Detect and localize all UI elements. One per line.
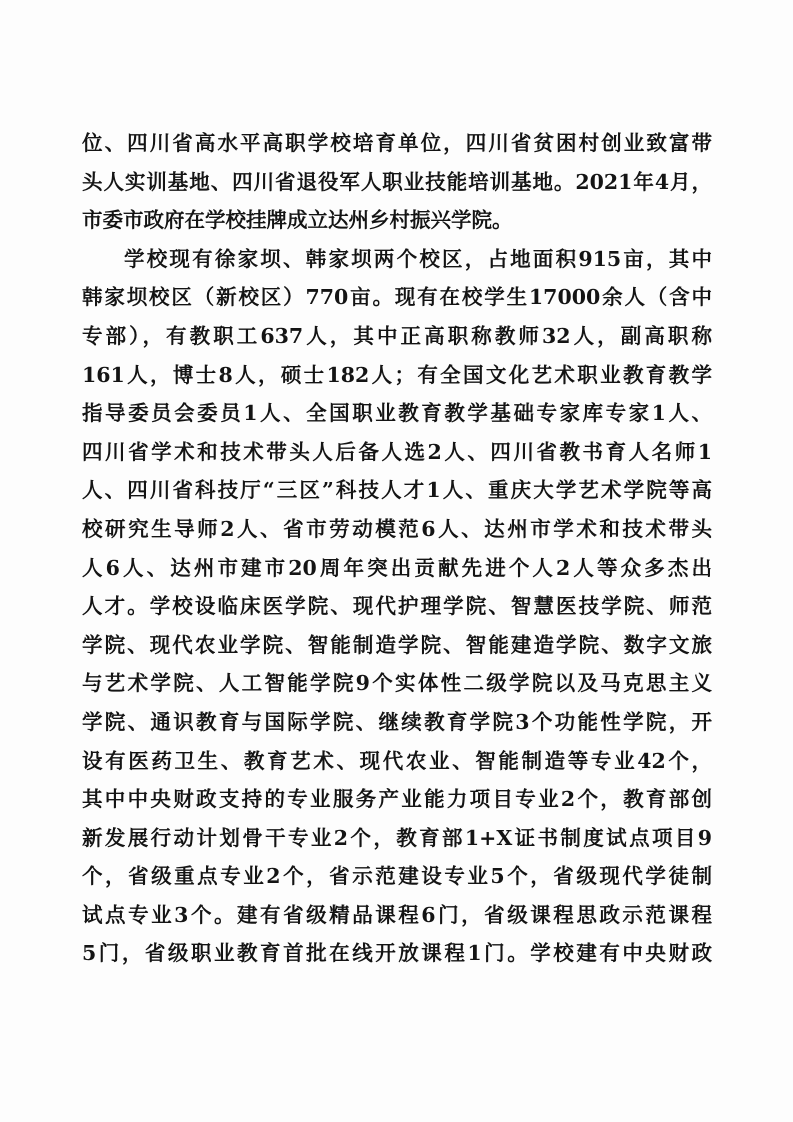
text-line: 新发展行动计划骨干专业2个，教育部1+X证书制度试点项目9 [82,825,712,850]
text-line: 学院、通识教育与国际学院、继续教育学院3个功能性学院，开 [82,709,712,734]
text-line: 人6人、达州市建市20周年突出贡献先进个人2人等众多杰出 [82,555,712,580]
text-line: 韩家坝校区（新校区）770亩。现有在校学生17000余人（含中 [82,285,712,310]
text-line: 个，省级重点专业2个，省示范建设专业5个，省级现代学徒制 [82,864,712,889]
text-line: 校研究生导师2人、省市劳动模范6人、达州市学术和技术带头 [82,516,712,541]
text-line: 市委市政府在学校挂牌成立达州乡村振兴学院。 [82,208,513,233]
text-line: 指导委员会委员1人、全国职业教育教学基础专家库专家1人、 [82,401,712,426]
text-line: 头人实训基地、四川省退役军人职业技能培训基地。2021年4月， [82,169,712,194]
text-line: 161人，博士8人，硕士182人；有全国文化艺术职业教育教学 [82,362,712,387]
text-line: 5门，省级职业教育首批在线开放课程1门。学校建有中央财政 [82,941,712,966]
text-line: 其中中央财政支持的专业服务产业能力项目专业2个，教育部创 [82,787,712,812]
text-line: 与艺术学院、人工智能学院9个实体性二级学院以及马克思主义 [82,671,712,696]
text-line: 学院、现代农业学院、智能制造学院、智能建造学院、数字文旅 [82,632,712,657]
text-line: 四川省学术和技术带头人后备人选2人、四川省教书育人名师1 [82,439,712,464]
text-line: 设有医药卫生、教育艺术、现代农业、智能制造等专业42个， [82,748,712,773]
text-line: 专部），有教职工637人，其中正高职称教师32人，副高职称 [82,323,712,348]
text-line: 人才。学校设临床医学院、现代护理学院、智慧医技学院、师范 [82,594,712,619]
text-line: 人、四川省科技厅“三区”科技人才1人、重庆大学艺术学院等高 [82,478,712,503]
text-line: 试点专业3个。建有省级精品课程6门，省级课程思政示范课程 [82,902,712,927]
text-line: 位、四川省高水平高职学校培育单位，四川省贫困村创业致富带 [82,131,712,155]
body-text [82,124,712,973]
text-line: 学校现有徐家坝、韩家坝两个校区，占地面积915亩，其中 [124,246,712,271]
